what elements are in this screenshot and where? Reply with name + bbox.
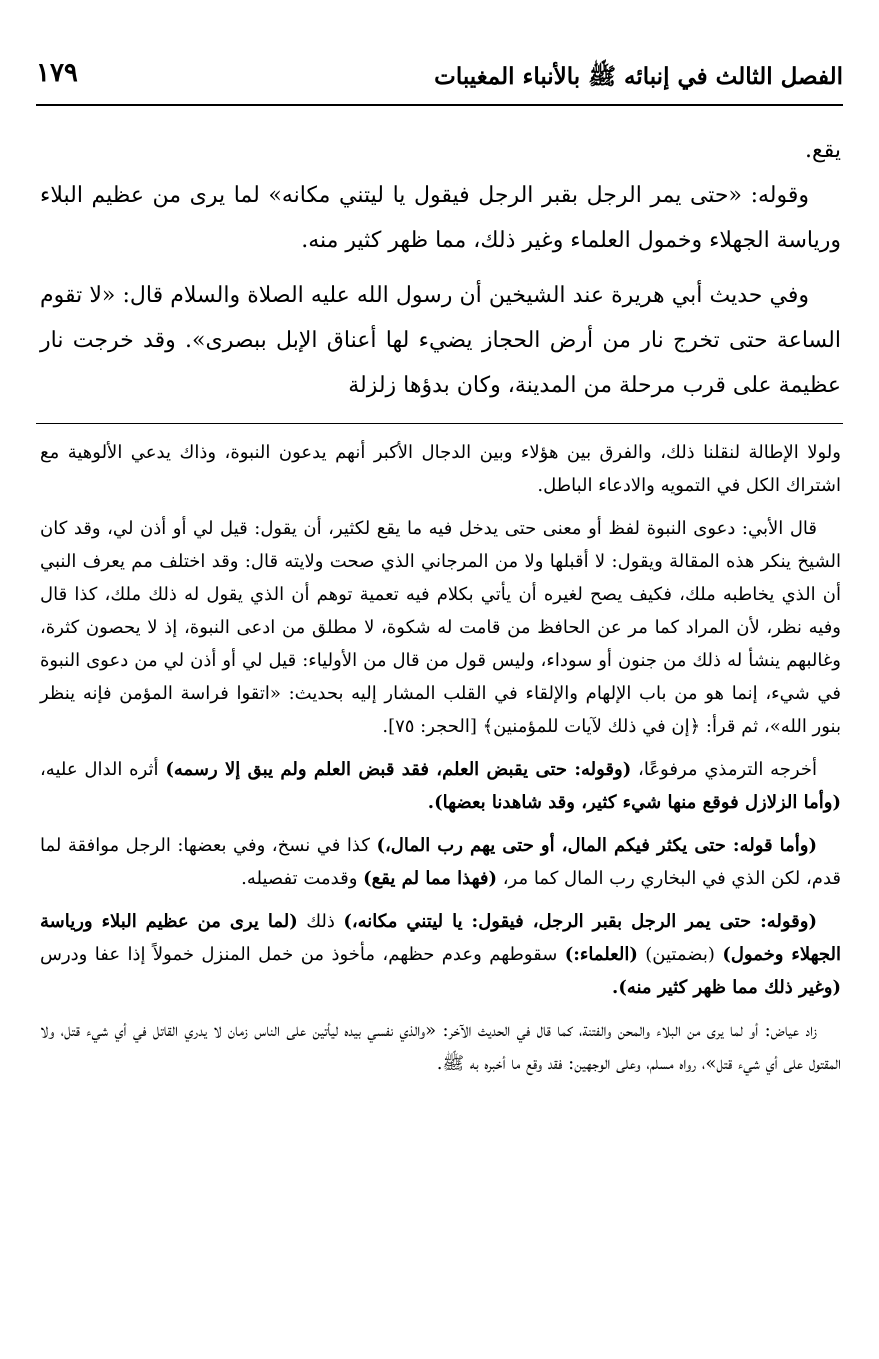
footnote-text: سقوطهم وعدم حظهم، مأخوذ من خمل المنزل خمولاً إذا عفا ودرس <box>40 944 565 965</box>
footnotes <box>40 436 841 1090</box>
footnote-text: ذلك <box>297 911 344 932</box>
footnote-text: أثره الدال عليه، <box>40 759 166 780</box>
footnote-bold-text: (وقوله: حتى يقبض العلم، فقد قبض العلم ولم يبق إلا رسمه) <box>165 759 632 780</box>
footnote-text: كذا في نسخ، وفي بعضها: الرجل موافقة لما قدم، لكن الذي في البخاري رب المال كما مر، <box>40 835 841 889</box>
footnote-paragraph: قال الأبي: دعوى النبوة لفظ أو معنى حتى يدخل فيه ما يقع لكثير، أن يقول: قيل لي أو أذن لي، وقد كان الشيخ ينكر هذه المقالة ويقول: لا أقبلها ولا من المرجاني الذي صحت ولايته قال: وقد اختلف مم يعرف النبي أن الذي يخاطبه ملك، فكيف يصح لغيره أن يأتي بكلام فيه تعمية توهم أن الذي يقول له ذلك ملك، كذا قال وفيه نظر، لأن المراد كما مر عن الحافظ من قامت له شكوة، لا مطلق من ادعى النبوة، إذ لا يحصون كثرة، وغالبهم ينشأ له ذلك من جنون أو سوداء، وليس قول من قال من الأولياء: قيل لي أو أذن لي من دعوى النبوة في شيء، إنما هو من باب الإلهام والإلقاء في القلب المشار إليه بحديث: «اتقوا فراسة المؤمن فإنه ينظر بنور الله»، ثم قرأ: ﴿إن في ذلك لآيات للمؤمنين﴾ [الحجر: ٧٥]. <box>40 518 841 737</box>
footnote-text: (بضمتين) <box>637 944 723 965</box>
footnote-text: أخرجه الترمذي مرفوعًا، <box>631 759 817 780</box>
main-paragraph: وقوله: «حتى يمر الرجل بقبر الرجل فيقول يا ليتني مكانه» لما يرى من عظيم البلاء ورياسة الجهلاء وخمول العلماء وغير ذلك، مما ظهر كثير منه. <box>40 183 841 253</box>
footnote-bold-text: (وأما قوله: حتى يكثر فيكم المال، أو حتى يهم رب المال،) <box>376 835 817 856</box>
header-rule <box>36 104 843 106</box>
main-paragraph: يقع. <box>805 138 841 163</box>
footnote-bold-text: (لما يرى من عظيم البلاء ورياسة الجهلاء وخمول) <box>40 911 841 965</box>
page-number: ١٧٩ <box>36 58 78 88</box>
main-paragraph: وفي حديث أبي هريرة عند الشيخين أن رسول الله عليه الصلاة والسلام قال: «لا تقوم الساعة حتى تخرج نار من أرض الحجاز يضيء لها أعناق الإبل ببصرى». وقد خرجت نار عظيمة على قرب مرحلة من المدينة، وكان بدؤها زلزلة <box>40 283 841 398</box>
footnote-paragraph: ولولا الإطالة لنقلنا ذلك، والفرق بين هؤلاء وبين الدجال الأكبر أنهم يدعون النبوة، وذاك يدعي الألوهية مع اشتراك الكل في التمويه والادعاء الباطل. <box>40 442 841 496</box>
footnote-paragraph <box>40 829 841 895</box>
footnote-bold-text: (وأما الزلازل فوقع منها شيء كثير، وقد شاهدنا بعضها). <box>427 792 841 813</box>
footnote-rule <box>36 423 843 424</box>
footnote-bold-text: (وغير ذلك مما ظهر كثير منه). <box>612 977 841 998</box>
footnote-bold-text: (فهذا مما لم يقع) <box>363 868 497 889</box>
footnote-bold-text: (العلماء:) <box>564 944 638 965</box>
footnote-paragraph <box>40 753 841 819</box>
page-header <box>36 52 843 98</box>
footnote-bold-text: (وقوله: حتى يمر الرجل بقبر الرجل، فيقول: يا ليتني مكانه،) <box>343 911 817 932</box>
footnote-paragraph: زاد عياض: أو لما يرى من البلاء والمحن والفتنة، كما قال في الحديث الآخر: «والذي نفسي بيده ليأتين على الناس زمان لا يدري القاتل في أي شيء قتل، ولا المقتول على أي شيء قتل»، رواه مسلم، وعلى الوجهين: فقد وقع ما أخبره به ﷺ. <box>40 1020 841 1074</box>
running-head: الفصل الثالث في إنبائه ﷺ بالأنباء المغيبات <box>434 63 843 90</box>
main-text <box>40 128 841 408</box>
footnote-text: وقدمت تفصيله. <box>241 868 364 889</box>
footnote-paragraph <box>40 905 841 1004</box>
